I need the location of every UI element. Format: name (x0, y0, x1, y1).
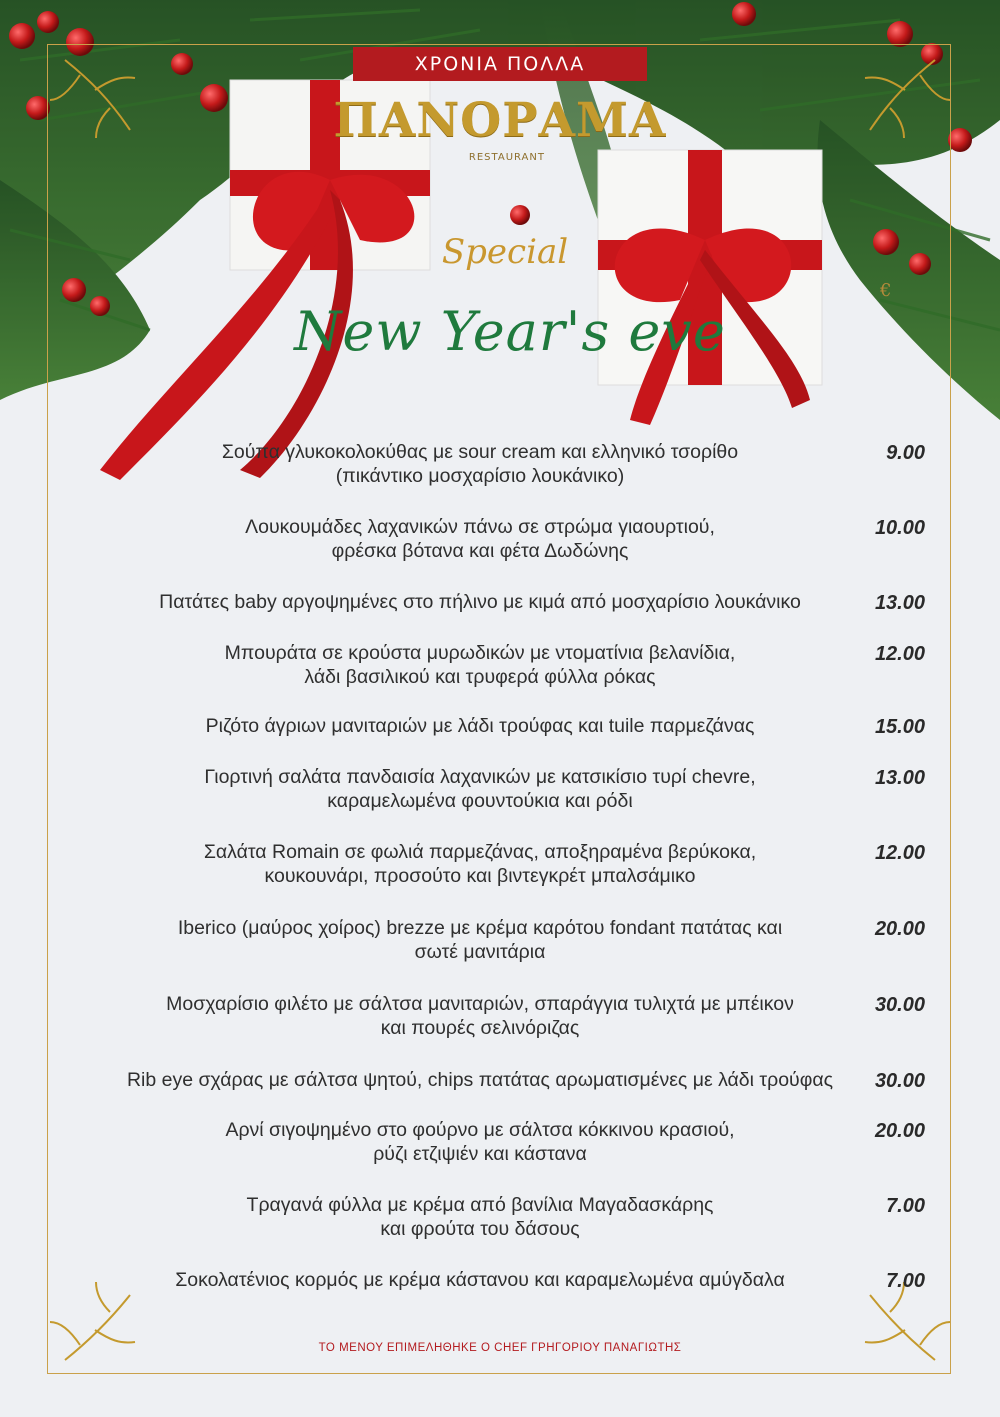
menu-item-price: 7.00 (886, 1195, 925, 1217)
menu-item-description: Γιορτινή σαλάτα πανδαισία λαχανικών με κατσικίσιο τυρί chevre, καραμελωμένα φουντούκια και ρόδι (204, 766, 756, 812)
menu-item-price: 15.00 (874, 716, 925, 738)
menu-item-price: 30.00 (874, 994, 925, 1016)
menu-item-description: Αρνί σιγοψημένο στο φούρνο με σάλτσα κόκκινου κρασιού, ρύζι ετζιψιέν και κάστανα (225, 1119, 735, 1165)
menu-item-description: Λουκουμάδες λαχανικών πάνω σε στρώμα γιαουρτιού, φρέσκα βότανα και φέτα Δωδώνης (245, 516, 715, 562)
special-heading: Special (441, 232, 569, 272)
restaurant-logo-subtitle: RESTAURANT (468, 152, 545, 163)
menu-item-description: Τραγανά φύλλα με κρέμα από βανίλια Μαγαδασκάρης και φρούτα του δάσους (246, 1194, 714, 1240)
currency-symbol: € (880, 280, 892, 301)
new-years-eve-title: New Year's eve (294, 300, 726, 363)
menu-item-price: 13.00 (874, 592, 925, 614)
menu-item-description: Μοσχαρίσιο φιλέτο με σάλτσα μανιταριών, σπαράγγια τυλιχτά με μπέικον και πουρές σελινόριζας (166, 993, 794, 1039)
menu-item-description: Σαλάτα Romain σε φωλιά παρμεζάνας, αποξηραμένα βερύκοκα, κουκουνάρι, προσούτο και βιντεγκρέτ μπαλσάμικο (203, 841, 757, 887)
menu-item-price: 12.00 (874, 643, 925, 665)
menu-item-price: 7.00 (886, 1270, 925, 1292)
menu-item-price: 10.00 (874, 517, 925, 539)
menu-item-price: 9.00 (886, 442, 925, 464)
menu-item-description: Iberico (μαύρος χοίρος) brezze με κρέμα καρότου fondant πατάτας και σωτέ μανιτάρια (177, 917, 783, 963)
menu-item-price: 30.00 (874, 1070, 925, 1092)
chef-credit: ΤΟ ΜΕΝΟΥ ΕΠΙΜΕΛΗΘΗΚΕ Ο CHEF ΓΡΗΓΟΡΙΟΥ ΠΑΝΑΓΙΩΤΗΣ (318, 1342, 682, 1354)
greeting-banner: ΧΡΟΝΙΑ ΠΟΛΛΑ (353, 47, 647, 81)
menu-item-price: 13.00 (874, 767, 925, 789)
menu-item-price: 20.00 (874, 918, 925, 940)
menu-item-description: Μπουράτα σε κρούστα μυρωδικών με ντοματίνια βελανίδια, λάδι βασιλικού και τρυφερά φύλλα ρόκας (224, 642, 736, 688)
menu-item-description: Πατάτες baby αργοψημένες στο πήλινο με κιμά από μοσχαρίσιο λουκάνικο (159, 591, 801, 613)
menu-item-price: 20.00 (874, 1120, 925, 1142)
menu-item-description: Σοκολατένιος κορμός με κρέμα κάστανου και καραμελωμένα αμύγδαλα (175, 1269, 785, 1291)
menu-item-description: Rib eye σχάρας με σάλτσα ψητού, chips πατάτας αρωματισμένες με λάδι τρούφας (126, 1069, 834, 1091)
menu-item-description: Σούπα γλυκοκολοκύθας με sour cream και ελληνικό τσορίθο (πικάντικο μοσχαρίσιο λουκάνικο) (221, 441, 739, 487)
menu-item-price: 12.00 (874, 842, 925, 864)
menu-item-description: Ριζότο άγριων μανιταριών με λάδι τρούφας και tuile παρμεζάνας (205, 715, 755, 737)
restaurant-logo: ΠΑΝΟΡΑΜΑ (333, 93, 667, 148)
